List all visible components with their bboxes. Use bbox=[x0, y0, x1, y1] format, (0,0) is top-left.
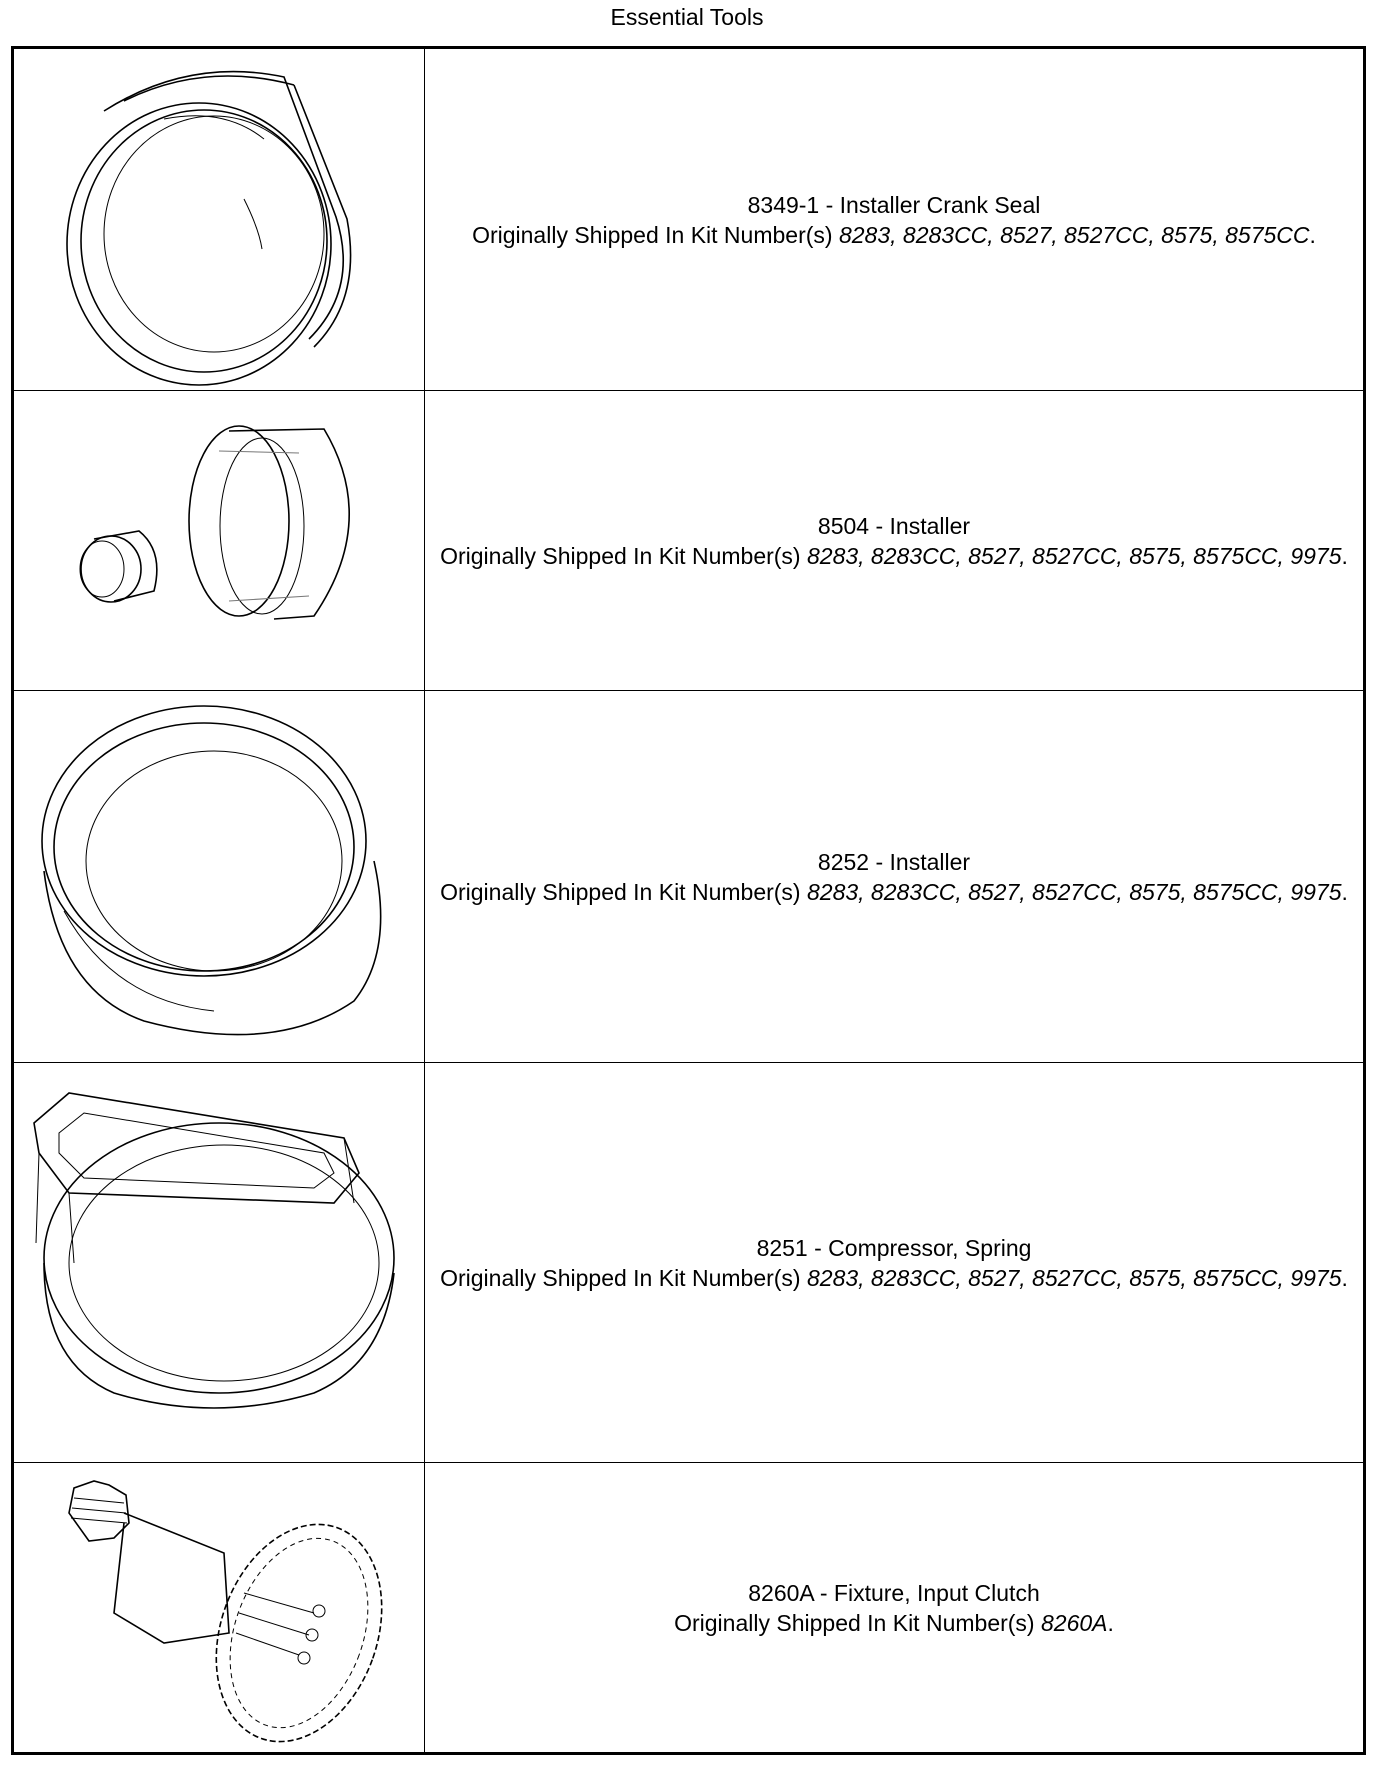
tools-table bbox=[11, 46, 1366, 1755]
tool-image-cell bbox=[14, 1063, 425, 1462]
installer-rings-drawing bbox=[14, 391, 424, 689]
kits-terminator: . bbox=[1107, 1609, 1114, 1636]
kit-numbers: 8260A bbox=[1040, 1609, 1108, 1636]
shipped-prefix: Originally Shipped In Kit Number(s) bbox=[472, 221, 833, 248]
tool-description bbox=[440, 847, 1348, 907]
tool-image-cell bbox=[14, 391, 425, 690]
tool-kits-line bbox=[674, 1608, 1114, 1638]
tool-row bbox=[14, 49, 1363, 391]
tool-title: 8504 - Installer bbox=[817, 512, 971, 539]
tool-description bbox=[440, 1233, 1348, 1293]
shipped-prefix: Originally Shipped In Kit Number(s) bbox=[440, 1264, 801, 1291]
tool-image-cell bbox=[14, 1463, 425, 1752]
tool-title: 8260A - Fixture, Input Clutch bbox=[748, 1579, 1040, 1606]
tool-row bbox=[14, 1463, 1363, 1752]
tool-kits-line bbox=[440, 1263, 1348, 1293]
tool-description bbox=[440, 511, 1348, 571]
input-clutch-fixture-drawing bbox=[14, 1463, 424, 1750]
shipped-prefix: Originally Shipped In Kit Number(s) bbox=[440, 878, 801, 905]
shipped-prefix: Originally Shipped In Kit Number(s) bbox=[674, 1609, 1035, 1636]
tool-description bbox=[674, 1578, 1114, 1638]
kit-numbers: 8283, 8283CC, 8527, 8527CC, 8575, 8575CC, 9975 bbox=[806, 878, 1342, 905]
tool-row bbox=[14, 391, 1363, 691]
tool-description-cell bbox=[425, 391, 1363, 690]
page-title: Essential Tools bbox=[610, 4, 764, 30]
kits-terminator: . bbox=[1341, 542, 1348, 569]
installer-ring-drawing bbox=[14, 691, 424, 1061]
tool-title: 8251 - Compressor, Spring bbox=[756, 1234, 1032, 1261]
kit-numbers: 8283, 8283CC, 8527, 8527CC, 8575, 8575CC, 9975 bbox=[806, 1264, 1342, 1291]
tool-kits-line bbox=[440, 541, 1348, 571]
tool-row bbox=[14, 691, 1363, 1063]
tool-description-cell bbox=[425, 49, 1363, 390]
kits-terminator: . bbox=[1309, 221, 1316, 248]
kits-terminator: . bbox=[1341, 1264, 1348, 1291]
tool-kits-line bbox=[472, 220, 1316, 250]
tool-kits-line bbox=[440, 877, 1348, 907]
shipped-prefix: Originally Shipped In Kit Number(s) bbox=[440, 542, 801, 569]
tool-title: 8349-1 - Installer Crank Seal bbox=[747, 191, 1041, 218]
tool-title: 8252 - Installer bbox=[817, 848, 971, 875]
tool-description-cell bbox=[425, 1063, 1363, 1462]
crank-seal-installer-drawing bbox=[14, 49, 424, 389]
tool-description-cell bbox=[425, 1463, 1363, 1752]
tool-image-cell bbox=[14, 691, 425, 1062]
spring-compressor-drawing bbox=[14, 1063, 424, 1461]
tool-description bbox=[472, 190, 1316, 250]
kits-terminator: . bbox=[1341, 878, 1348, 905]
kit-numbers: 8283, 8283CC, 8527, 8527CC, 8575, 8575CC, 9975 bbox=[806, 542, 1342, 569]
tool-image-cell bbox=[14, 49, 425, 390]
kit-numbers: 8283, 8283CC, 8527, 8527CC, 8575, 8575CC bbox=[838, 221, 1310, 248]
tool-row bbox=[14, 1063, 1363, 1463]
tool-description-cell bbox=[425, 691, 1363, 1062]
